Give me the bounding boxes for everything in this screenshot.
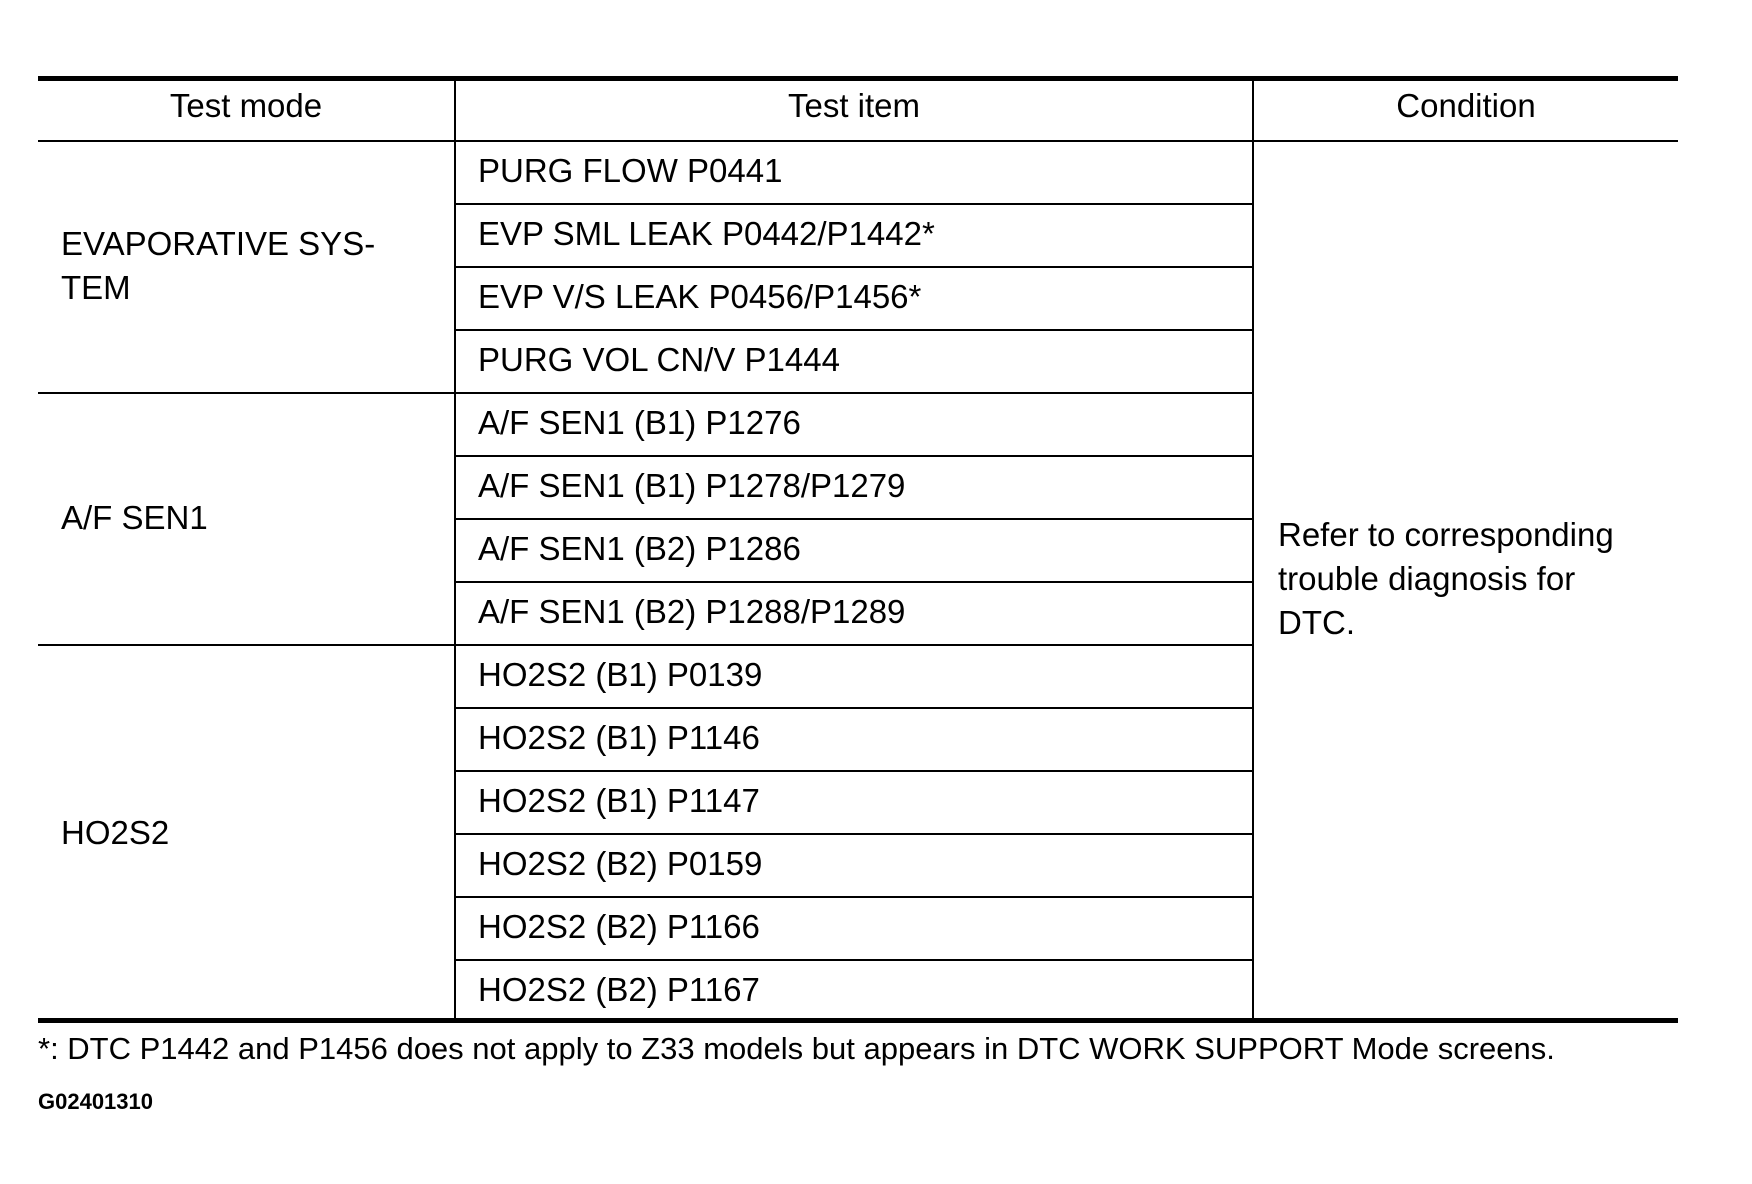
test-mode-line: HO2S2 [61,814,170,851]
test-item-cell: PURG VOL CN/V P1444 [478,341,840,378]
test-mode-cell [61,811,169,855]
column-divider-item-condition [1252,76,1254,1018]
test-item-cell: PURG FLOW P0441 [478,152,783,189]
footnote: *: DTC P1442 and P1456 does not apply to Z33 models but appears in DTC WORK SUPPORT Mode screens. [38,1031,1555,1066]
test-mode-line: EVAPORATIVE SYS- [61,225,376,262]
test-item-cell: HO2S2 (B2) P1167 [478,971,760,1008]
row-divider [454,581,1254,583]
header-bottom-rule [38,140,1678,142]
header-test-item: Test item [787,87,921,124]
test-item-cell: A/F SEN1 (B2) P1286 [478,530,801,567]
test-item-cell: HO2S2 (B1) P0139 [478,656,763,693]
test-mode-cell [61,496,208,540]
group-divider [38,644,1254,646]
column-divider-mode-item [454,76,456,1018]
row-divider [454,455,1254,457]
row-divider [454,329,1254,331]
test-item-cell: HO2S2 (B2) P0159 [478,845,763,882]
row-divider [454,896,1254,898]
row-divider [454,203,1254,205]
test-mode-line: TEM [61,269,131,306]
test-item-cell: EVP SML LEAK P0442/P1442* [478,215,935,252]
condition-line-1: Refer to corresponding [1278,516,1614,553]
test-item-cell: A/F SEN1 (B2) P1288/P1289 [478,593,906,630]
test-item-cell: A/F SEN1 (B1) P1276 [478,404,801,441]
test-mode-cell [61,222,375,310]
test-item-cell: EVP V/S LEAK P0456/P1456* [478,278,922,315]
row-divider [454,266,1254,268]
table-bottom-rule [38,1018,1678,1023]
row-divider [454,770,1254,772]
test-item-cell: HO2S2 (B1) P1146 [478,719,760,756]
row-divider [454,518,1254,520]
condition-cell [1278,513,1614,645]
test-item-cell: A/F SEN1 (B1) P1278/P1279 [478,467,906,504]
figure-code: G02401310 [38,1089,153,1114]
test-mode-line: A/F SEN1 [61,499,208,536]
row-divider [454,959,1254,961]
condition-line-3: DTC. [1278,604,1355,641]
test-item-cell: HO2S2 (B2) P1166 [478,908,760,945]
header-test-mode: Test mode [169,87,323,124]
condition-line-2: trouble diagnosis for [1278,560,1576,597]
group-divider [38,392,1254,394]
table-top-rule [38,76,1678,81]
row-divider [454,833,1254,835]
header-condition: Condition [1396,87,1536,124]
row-divider [454,707,1254,709]
test-item-cell: HO2S2 (B1) P1147 [478,782,760,819]
